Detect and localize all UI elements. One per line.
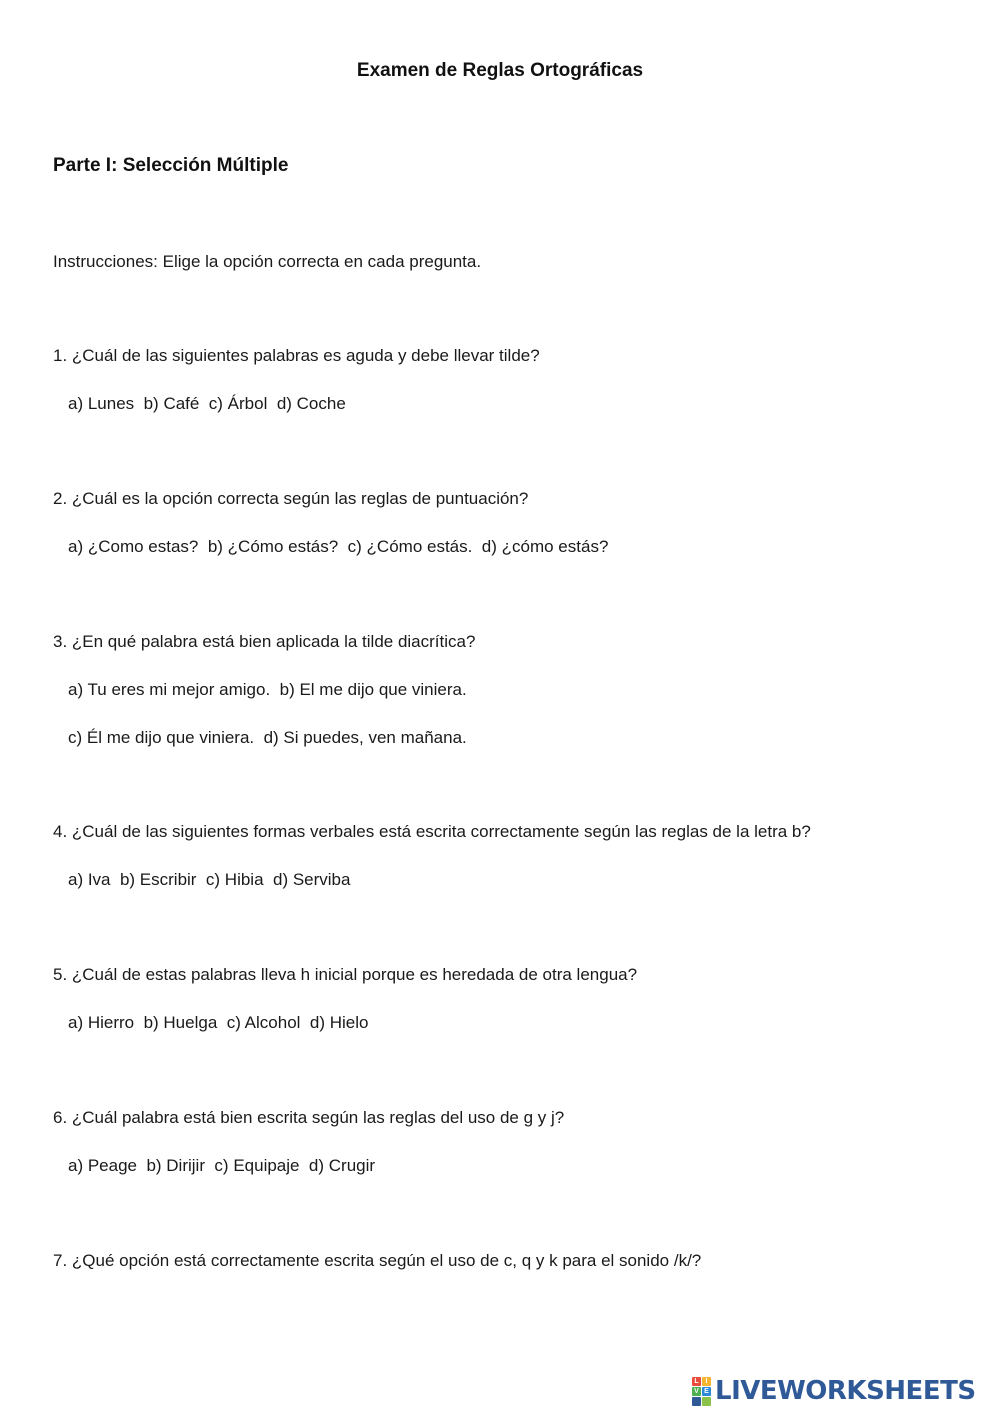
- question-2-text: 2. ¿Cuál es la opción correcta según las reglas de puntuación?: [53, 489, 529, 508]
- question-4-options: a) Iva b) Escribir c) Hibia d) Serviba: [68, 870, 351, 889]
- question-1-options: a) Lunes b) Café c) Árbol d) Coche: [68, 394, 346, 413]
- logo-text: LIVEWORKSHEETS: [715, 1376, 976, 1406]
- logo-mark-cell: E: [702, 1387, 711, 1396]
- question-3-options-line-1: a) Tu eres mi mejor amigo. b) El me dijo que viniera.: [68, 680, 467, 699]
- question-5-text: 5. ¿Cuál de estas palabras lleva h inicial porque es heredada de otra lengua?: [53, 965, 638, 984]
- question-6-options: a) Peage b) Dirijir c) Equipaje d) Crugir: [68, 1156, 376, 1175]
- question-4-text: 4. ¿Cuál de las siguientes formas verbales está escrita correctamente según las reglas de la letra b?: [53, 822, 811, 841]
- question-2-options: a) ¿Como estas? b) ¿Cómo estás? c) ¿Cómo estás. d) ¿cómo estás?: [68, 537, 609, 556]
- question-3-options-line-2: c) Él me dijo que viniera. d) Si puedes, ven mañana.: [68, 728, 467, 747]
- logo-mark-cell: [702, 1397, 711, 1406]
- question-7-text: 7. ¿Qué opción está correctamente escrita según el uso de c, q y k para el sonido /k/?: [53, 1251, 702, 1270]
- question-3-text: 3. ¿En qué palabra está bien aplicada la tilde diacrítica?: [53, 632, 476, 651]
- liveworksheets-logo: [692, 1374, 976, 1408]
- logo-mark-cell: I: [702, 1377, 711, 1386]
- logo-mark-cell: L: [692, 1377, 701, 1386]
- question-5-options: a) Hierro b) Huelga c) Alcohol d) Hielo: [68, 1013, 369, 1032]
- part-heading: Parte I: Selección Múltiple: [53, 155, 289, 176]
- logo-mark-cell: V: [692, 1387, 701, 1396]
- logo-mark-icon: [692, 1377, 711, 1406]
- question-6-text: 6. ¿Cuál palabra está bien escrita según las reglas del uso de g y j?: [53, 1108, 565, 1127]
- question-1-text: 1. ¿Cuál de las siguientes palabras es aguda y debe llevar tilde?: [53, 346, 540, 365]
- document-title: Examen de Reglas Ortográficas: [356, 60, 644, 81]
- instructions-text: Instrucciones: Elige la opción correcta en cada pregunta.: [53, 252, 482, 271]
- logo-mark-cell: [692, 1397, 701, 1406]
